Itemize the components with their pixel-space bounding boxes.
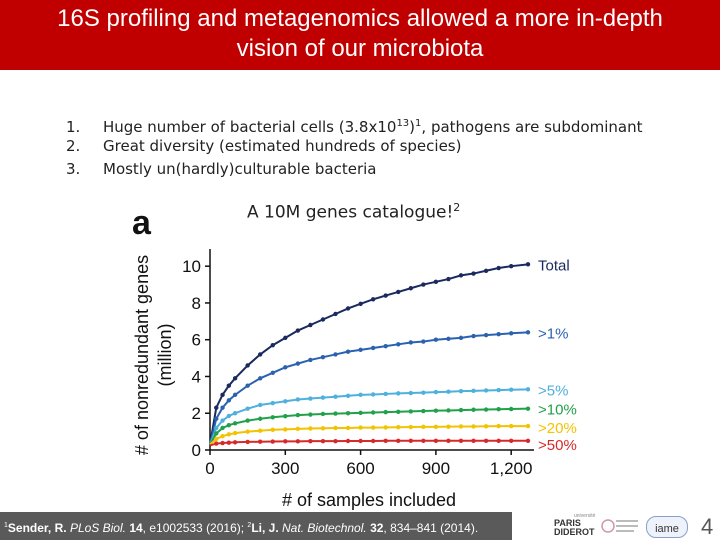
data-point [496, 388, 500, 392]
data-point [509, 439, 513, 443]
data-point [271, 439, 275, 443]
data-point [421, 409, 425, 413]
data-point [459, 408, 463, 412]
data-point [459, 439, 463, 443]
data-point [233, 440, 237, 444]
data-point [358, 393, 362, 397]
bullet-number: 2. [66, 137, 81, 155]
data-point [421, 339, 425, 343]
data-point [409, 409, 413, 413]
data-point [383, 392, 387, 396]
data-point [409, 425, 413, 429]
data-point [358, 348, 362, 352]
data-point [346, 306, 350, 310]
data-point [296, 413, 300, 417]
data-point [471, 271, 475, 275]
data-point [446, 408, 450, 412]
data-point [283, 427, 287, 431]
series-label: >1% [538, 325, 569, 343]
data-point [358, 302, 362, 306]
data-point [383, 425, 387, 429]
data-point [346, 411, 350, 415]
data-point [526, 330, 530, 334]
y-axis-label-unit: (million) [155, 323, 175, 387]
data-point [396, 410, 400, 414]
catalogue-reference: 2 [453, 201, 461, 214]
data-point [214, 426, 218, 430]
data-point [308, 358, 312, 362]
data-point [509, 388, 513, 392]
bullet-text: Mostly un(hardly)culturable bacteria [103, 160, 377, 178]
data-point [526, 406, 530, 410]
data-point [371, 392, 375, 396]
data-point [358, 439, 362, 443]
data-point [459, 336, 463, 340]
data-point [220, 418, 224, 422]
data-point [471, 424, 475, 428]
data-point [409, 340, 413, 344]
data-point [346, 426, 350, 430]
data-point [245, 418, 249, 422]
y-tick-label: 6 [191, 330, 201, 350]
logo-text: DIDEROT [554, 527, 595, 537]
data-point [371, 439, 375, 443]
data-point [227, 414, 231, 418]
data-point [484, 439, 488, 443]
ref-number: 1 [4, 522, 8, 529]
data-point [296, 328, 300, 332]
series-line [210, 441, 528, 446]
data-point [484, 424, 488, 428]
data-point [509, 264, 513, 268]
data-point [245, 440, 249, 444]
page-number: 4 [701, 514, 714, 539]
data-point [434, 425, 438, 429]
data-point [227, 423, 231, 427]
data-point [214, 417, 218, 421]
data-point [496, 332, 500, 336]
series-label: >10% [538, 401, 577, 419]
data-point [296, 427, 300, 431]
ref-journal: PLoS Biol. [69, 521, 126, 535]
data-point [271, 371, 275, 375]
bullet-text: Great diversity (estimated hundreds of species) [103, 137, 462, 155]
data-point [421, 425, 425, 429]
data-point [526, 387, 530, 391]
bullet-text: ) [409, 118, 416, 136]
data-point [484, 388, 488, 392]
data-point [371, 346, 375, 350]
data-point [245, 383, 249, 387]
data-point [321, 412, 325, 416]
data-point [471, 389, 475, 393]
y-tick-label: 4 [191, 367, 201, 387]
data-point [434, 280, 438, 284]
data-point [358, 411, 362, 415]
bullet-number: 1. [66, 118, 81, 136]
chart-series [210, 262, 530, 446]
data-point [526, 262, 530, 266]
data-point [220, 426, 224, 430]
paris-diderot-logo [554, 514, 596, 538]
data-point [214, 437, 218, 441]
data-point [220, 393, 224, 397]
data-point [321, 317, 325, 321]
ref-journal: Nat. Biotechnol. [282, 521, 367, 535]
x-tick-label: 1,200 [489, 459, 533, 478]
data-point [409, 286, 413, 290]
data-point [233, 393, 237, 397]
data-point [258, 440, 262, 444]
data-point [526, 439, 530, 443]
data-point [396, 342, 400, 346]
data-point [434, 408, 438, 412]
data-point [258, 429, 262, 433]
data-point [496, 439, 500, 443]
data-point [484, 407, 488, 411]
data-point [446, 390, 450, 394]
data-point [459, 273, 463, 277]
data-point [346, 439, 350, 443]
data-point [496, 407, 500, 411]
bullet-text: Huge number of bacterial cells (3.8x10 [103, 118, 397, 136]
bullet-reference: 1 [415, 118, 422, 129]
data-point [283, 365, 287, 369]
data-point [383, 293, 387, 297]
data-point [409, 391, 413, 395]
data-point [333, 394, 337, 398]
data-point [271, 343, 275, 347]
data-point [308, 426, 312, 430]
data-point [321, 439, 325, 443]
data-point [526, 424, 530, 428]
data-point [346, 394, 350, 398]
data-point [333, 312, 337, 316]
data-point [308, 396, 312, 400]
series-label: Total [538, 257, 570, 275]
data-point [396, 290, 400, 294]
data-point [321, 355, 325, 359]
ref-volume: 14 [125, 521, 143, 535]
data-point [333, 439, 337, 443]
data-point [283, 336, 287, 340]
data-point [227, 383, 231, 387]
data-point [409, 439, 413, 443]
data-point [396, 439, 400, 443]
data-point [258, 352, 262, 356]
ref-author: Sender, R. [7, 521, 70, 535]
data-point [509, 407, 513, 411]
x-tick-label: 600 [346, 459, 375, 478]
data-point [296, 439, 300, 443]
data-point [214, 406, 218, 410]
data-point [258, 417, 262, 421]
slide-title-line-1: 16S profiling and metagenomics allowed a more in-depth [57, 5, 663, 32]
data-point [271, 415, 275, 419]
series-label: >20% [538, 420, 577, 438]
data-point [283, 414, 287, 418]
data-point [233, 431, 237, 435]
data-point [258, 403, 262, 407]
panel-label: a [132, 204, 151, 242]
data-point [434, 439, 438, 443]
data-point [496, 266, 500, 270]
data-point [321, 395, 325, 399]
data-point [321, 426, 325, 430]
data-point [371, 425, 375, 429]
data-point [434, 338, 438, 342]
x-tick-label: 300 [271, 459, 300, 478]
data-point [227, 440, 231, 444]
data-point [396, 425, 400, 429]
bullet-text: , pathogens are subdominant [421, 118, 643, 136]
data-point [271, 428, 275, 432]
iame-logo: iame [646, 516, 688, 538]
data-point [446, 277, 450, 281]
ref-author: Li, J. [251, 521, 283, 535]
data-point [446, 424, 450, 428]
data-point [220, 441, 224, 445]
data-point [421, 390, 425, 394]
series-label: >5% [538, 382, 569, 400]
series-label: >50% [538, 436, 577, 454]
series-line [210, 264, 528, 444]
data-point [371, 297, 375, 301]
data-point [383, 344, 387, 348]
data-point [245, 429, 249, 433]
data-point [459, 389, 463, 393]
data-point [308, 412, 312, 416]
data-point [459, 424, 463, 428]
data-point [496, 424, 500, 428]
bullet-number: 3. [66, 160, 81, 178]
logo-text: PARIS [554, 518, 581, 528]
data-point [434, 390, 438, 394]
y-axis-label: # of nonredundant genes [132, 254, 152, 456]
data-point [471, 439, 475, 443]
data-point [308, 439, 312, 443]
data-point [371, 410, 375, 414]
data-point [308, 323, 312, 327]
data-point [333, 426, 337, 430]
data-point [283, 399, 287, 403]
data-point [346, 349, 350, 353]
data-point [333, 352, 337, 356]
bullet-superscript: 13 [396, 118, 410, 129]
data-point [509, 424, 513, 428]
logo-text: université [574, 513, 596, 519]
data-point [258, 376, 262, 380]
data-point [296, 397, 300, 401]
y-tick-label: 2 [191, 404, 201, 424]
catalogue-text: A 10M genes catalogue! [247, 202, 454, 223]
y-tick-label: 8 [191, 293, 201, 313]
ref-number: 2 [247, 522, 252, 529]
data-point [383, 439, 387, 443]
data-point [227, 432, 231, 436]
data-point [333, 411, 337, 415]
data-point [509, 331, 513, 335]
data-point [214, 431, 218, 435]
data-point [245, 363, 249, 367]
chart-labels [538, 257, 577, 453]
x-axis-label: # of samples included [281, 490, 457, 510]
footer-references [0, 512, 512, 540]
data-point [296, 361, 300, 365]
data-point [421, 439, 425, 443]
data-point [358, 425, 362, 429]
data-point [471, 334, 475, 338]
data-point [220, 434, 224, 438]
slide-title-line-2: vision of our microbiota [236, 35, 484, 62]
data-point [383, 410, 387, 414]
y-tick-label: 0 [191, 441, 201, 460]
data-point [484, 333, 488, 337]
data-point [233, 411, 237, 415]
partner-logo-mark [600, 514, 640, 538]
x-tick-label: 900 [421, 459, 451, 478]
ref-pages: , 834–841 (2014). [383, 521, 479, 535]
data-point [446, 337, 450, 341]
data-point [214, 441, 218, 445]
x-tick-label: 0 [205, 459, 215, 478]
data-point [227, 398, 231, 402]
data-point [446, 439, 450, 443]
data-point [245, 406, 249, 410]
data-point [421, 282, 425, 286]
data-point [283, 439, 287, 443]
data-point [233, 421, 237, 425]
partner-logo [600, 514, 640, 538]
data-point [220, 406, 224, 410]
data-point [233, 376, 237, 380]
data-point [471, 408, 475, 412]
data-point [271, 401, 275, 405]
ref-pages: , e1002533 (2016); [142, 521, 248, 535]
data-point [484, 269, 488, 273]
series-line [210, 389, 528, 444]
chart-axes [132, 249, 534, 510]
ref-volume: 32 [366, 521, 384, 535]
y-tick-label: 10 [182, 257, 201, 277]
data-point [396, 391, 400, 395]
